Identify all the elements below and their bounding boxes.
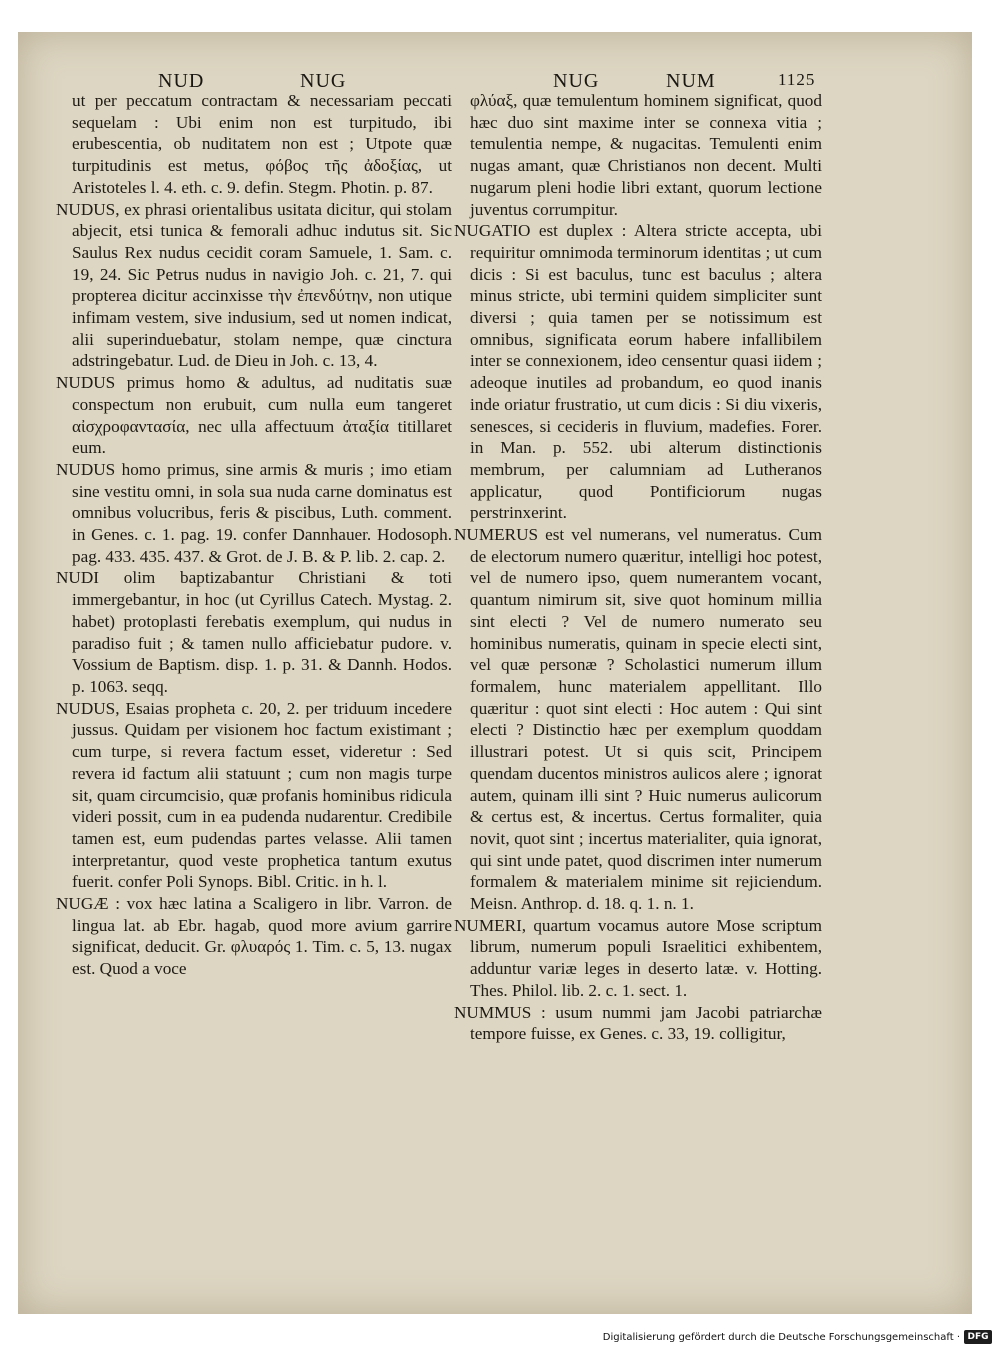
entry-nugae: NUGÆ : vox hæc latina a Scaligero in libr. Varron. de lingua lat. ab Ebr. hagab, quod more avium garrire significat, deducit. Gr. φλυαρός 1. Tim. c. 5, 13. nugax est. Quod a voce [56,894,452,979]
book-page [18,32,972,1314]
entry-nudi: NUDI olim baptizabantur Christiani & toti immergebantur, in hoc (ut Cyrillus Catech. Mystag. 2. habet) protoplasti ferebatis exemplum, qui nudus in paradiso fuit ; & tamen nullo afficiebatur pudore. v. Vossium de Baptism. disp. 1. p. 31. & Dannh. Hodos. p. 1063. seqq. [56,568,452,696]
entry-nudus-1: NUDUS, ex phrasi orientalibus usitata dicitur, qui stolam abjecit, etsi tunica & femorali adhuc indutus sit. Sic Saulus Rex nudus cecidit coram Samuele, 1. Sam. c. 19, 24. Sic Petrus nudus in navigio Joh. c. 21, 7. qui propterea dicitur accinxisse τὴν ἐπενδύτην, non utique infimam vestem, sive indusium, sed ut nomen indicat, alii superinduebatur, stolam nempe, quæ cinctura adstringebatur. Lud. de Dieu in Joh. c. 13, 4. [56,199,452,371]
entry-nudus-2: NUDUS primus homo & adultus, ad nuditatis suæ conspectum non erubuit, cum nulla eum tangeret αἰσχροφαντασία, nec ulla affectuum ἀταξία titillaret eum. [56,373,452,458]
footer [0,1320,1000,1347]
entry-continuation-right: φλύαξ, quæ temulentum hominem significat, quod hæc duo sint maxime inter se connexa vitia ; temulentia nempe, & nugacitas. Temulenti enim nugas amant, quæ Christianos non decent. Multi nugarum pleni hodie libri extant, quorum lectione juventus corrumpitur. [470,91,822,219]
running-head-left-2: NUG [300,70,347,92]
entry-nudus-3: NUDUS homo primus, sine armis & muris ; imo etiam sine vestitu omni, in sola sua nuda carne dominatus est omnibus volucribus, feris & piscibus, Luth. comment. in Genes. c. 1. pag. 19. confer Dannhauer. Hodosoph. pag. 433. 435. 437. & Grot. de J. B. & P. lib. 2. cap. 2. [56,459,452,566]
running-head-left-1: NUD [158,70,205,92]
entry-nugatio: NUGATIO est duplex : Altera stricte accepta, ubi requiritur omnimoda terminorum identitas ; ut cum dicis : Si est baculus, tunc est baculus ; altera minus stricte, ubi termini quidem simpliciter sunt diversi ; quia tamen per se notissimum est omnibus, significata eorum habere infallibilem inter se connexionem, ideo censentur quasi iidem ; adeoque inutiles ad probandum, eo quod inanis inde oriatur frustratio, ut cum dicis : Si diu vixeris, senesces, si cecideris in fluvium, madefies. Forer. in Man. p. 552. ubi alterum distinctionis membrum, per calumniam ad Lutheranos applicatur, quod Pontificiorum nugas perstrinxerint. [454,221,822,523]
running-head-right-1: NUG [553,70,600,92]
entry-numerus: NUMERUS est vel numerans, vel numeratus. Cum de electorum numero quæritur, intelligi hoc potest, vel de numero ipso, quem numerantem vocant, quantum nimirum sit, sive quot hominum millia sint electi ? Vel de numero numerato seu hominibus numeratis, quinam in specie electi sint, vel quæ personæ ? Scholastici numerum illum formalem, hunc materialem appellitant. Illo quæritur : quot sint electi : Hoc autem : Qui sint electi ? Distinctio hæc per exemplum quoddam illustrari potest. Ut si quis scit, Principem quendam ducentos ministros aulicos alere ; ignorat autem, quinam illi sint ? Huic numerus aulicorum & certus est, & incertus. Certus formaliter, quia novit, quot sint ; incertus materialiter, quia ignorat, qui sint unde patet, quod discrimen inter numerum formalem & materialem minime sit rejiciendum. Meisn. Anthrop. d. 18. q. 1. n. 1. [454,525,822,914]
running-head-right-2: NUM [666,70,716,92]
right-column [454,90,822,1045]
entry-nummus: NUMMUS : usum nummi jam Jacobi patriarchæ tempore fuisse, ex Genes. c. 33, 19. colligitur, [454,1002,822,1044]
left-column [56,90,452,980]
entry-numeri: NUMERI, quartum vocamus autore Mose scriptum librum, numerum populi Israelitici exhibentem, adduntur variæ leges in deserto latæ. v. Hotting. Thes. Philol. lib. 2. c. 1. sect. 1. [454,915,822,1000]
dfg-logo-icon: DFG [964,1330,992,1344]
funding-notice: Digitalisierung gefördert durch die Deutsche Forschungsgemeinschaft · [602,1332,960,1343]
entry-continuation: ut per peccatum contractam & necessariam peccati sequelam : Ubi enim non est turpitudo, ibi erubescentia, ob nuditatem non est ; Utpote quæ turpitudinis est metus, φόβος τῆς ἀδοξίας, ut Aristoteles l. 4. eth. c. 9. defin. Stegm. Photin. p. 87. [72,91,452,197]
entry-nudus-esaias: NUDUS, Esaias propheta c. 20, 2. per triduum incedere jussus. Quidam per visionem hoc factum existimant ; cum turpe, si revera factum esset, videretur : Sed revera id factum alii statuunt ; cum non magis turpe sit, quam circumcisio, quæ profanis hominibus ridicula videri possit, cum in ea pudenda nudarentur. Credibile tamen est, eum pudendas partes velasse. Alii tamen interpretantur, quod veste prophetica tantum exutus fuerit. confer Poli Synops. Bibl. Critic. in h. l. [56,698,452,892]
page-number: 1125 [778,70,816,89]
